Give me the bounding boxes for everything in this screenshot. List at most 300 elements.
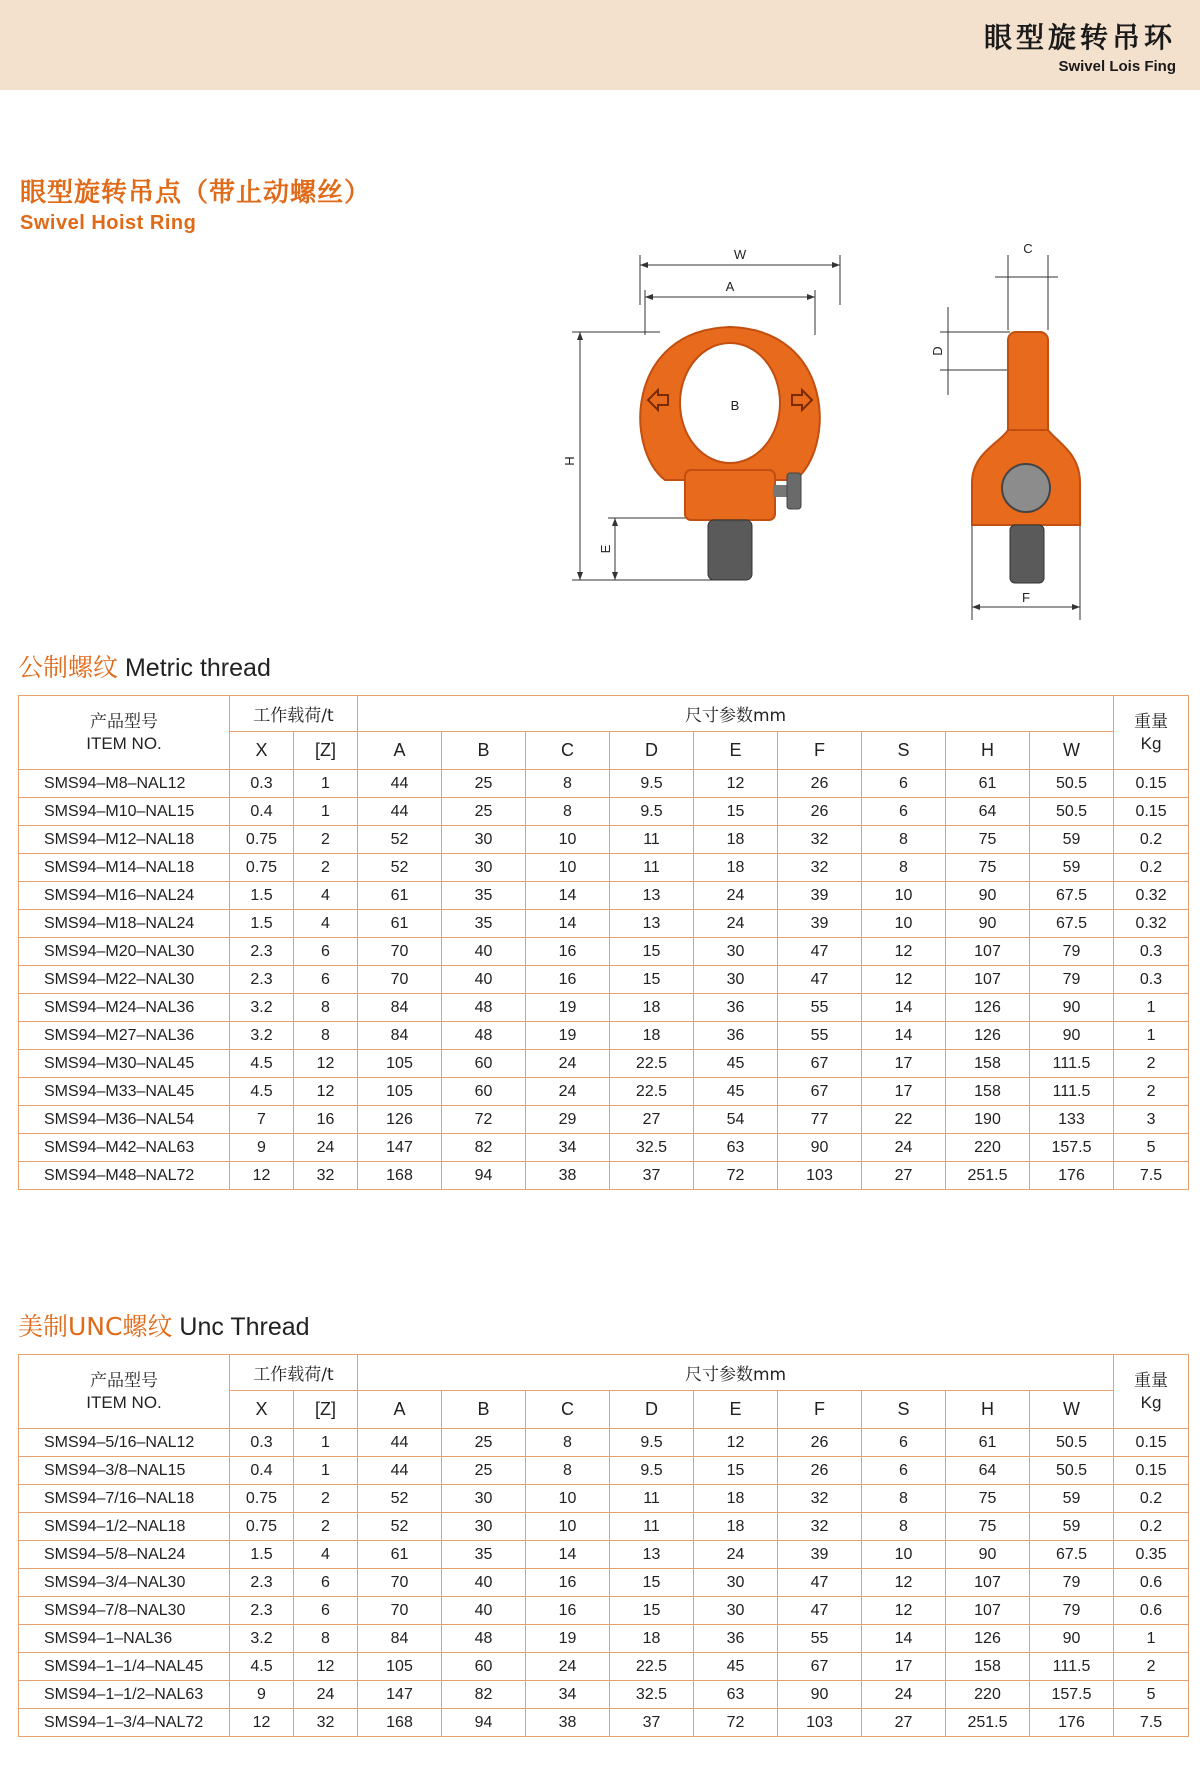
- value-cell: 50.5: [1030, 770, 1114, 798]
- value-cell: 4: [294, 1541, 358, 1569]
- value-cell: 0.32: [1114, 910, 1189, 938]
- value-cell: 60: [442, 1078, 526, 1106]
- value-cell: 14: [526, 882, 610, 910]
- item-no-cell: SMS94–M30–NAL45: [19, 1050, 230, 1078]
- item-no-cell: SMS94–3/4–NAL30: [19, 1569, 230, 1597]
- value-cell: 251.5: [946, 1162, 1030, 1190]
- value-cell: 12: [294, 1653, 358, 1681]
- dims-header: 尺寸参数mm: [358, 1355, 1114, 1391]
- col-header: S: [862, 1391, 946, 1429]
- value-cell: 1: [1114, 1022, 1189, 1050]
- value-cell: 2: [1114, 1653, 1189, 1681]
- table-row: [19, 1134, 1189, 1162]
- dim-label-d: D: [930, 346, 945, 356]
- table-row: [19, 1709, 1189, 1737]
- value-cell: 12: [230, 1709, 294, 1737]
- catalog-title-en: Swivel Lois Fing: [1058, 58, 1176, 75]
- value-cell: 30: [442, 1485, 526, 1513]
- value-cell: 37: [610, 1709, 694, 1737]
- item-no-cell: SMS94–5/8–NAL24: [19, 1541, 230, 1569]
- value-cell: 75: [946, 854, 1030, 882]
- table-row: [19, 1106, 1189, 1134]
- value-cell: 0.75: [230, 854, 294, 882]
- col-header: H: [946, 732, 1030, 770]
- value-cell: 1: [1114, 994, 1189, 1022]
- value-cell: 40: [442, 966, 526, 994]
- value-cell: 9.5: [610, 798, 694, 826]
- value-cell: 12: [862, 1569, 946, 1597]
- value-cell: 29: [526, 1106, 610, 1134]
- col-header: S: [862, 732, 946, 770]
- value-cell: 8: [526, 798, 610, 826]
- value-cell: 9: [230, 1681, 294, 1709]
- value-cell: 26: [778, 1457, 862, 1485]
- value-cell: 59: [1030, 1485, 1114, 1513]
- value-cell: 61: [358, 1541, 442, 1569]
- value-cell: 34: [526, 1681, 610, 1709]
- value-cell: 22.5: [610, 1078, 694, 1106]
- product-title-cn: 眼型旋转吊点（带止动螺丝）: [20, 178, 372, 208]
- value-cell: 10: [862, 1541, 946, 1569]
- value-cell: 12: [862, 966, 946, 994]
- value-cell: 24: [294, 1681, 358, 1709]
- value-cell: 61: [946, 770, 1030, 798]
- table-row: [19, 770, 1189, 798]
- value-cell: 82: [442, 1681, 526, 1709]
- value-cell: 13: [610, 1541, 694, 1569]
- col-header: X: [230, 732, 294, 770]
- value-cell: 14: [862, 994, 946, 1022]
- value-cell: 17: [862, 1078, 946, 1106]
- value-cell: 32: [778, 854, 862, 882]
- value-cell: 48: [442, 1625, 526, 1653]
- value-cell: 15: [610, 1569, 694, 1597]
- value-cell: 35: [442, 882, 526, 910]
- value-cell: 52: [358, 826, 442, 854]
- value-cell: 14: [526, 910, 610, 938]
- value-cell: 8: [294, 994, 358, 1022]
- value-cell: 32.5: [610, 1134, 694, 1162]
- value-cell: 90: [1030, 994, 1114, 1022]
- value-cell: 67.5: [1030, 882, 1114, 910]
- value-cell: 5: [1114, 1134, 1189, 1162]
- value-cell: 158: [946, 1078, 1030, 1106]
- table-row: [19, 1513, 1189, 1541]
- value-cell: 6: [862, 1457, 946, 1485]
- col-header: E: [694, 1391, 778, 1429]
- value-cell: 220: [946, 1134, 1030, 1162]
- table-row: [19, 1078, 1189, 1106]
- value-cell: 8: [294, 1625, 358, 1653]
- value-cell: 48: [442, 1022, 526, 1050]
- value-cell: 0.3: [230, 770, 294, 798]
- value-cell: 60: [442, 1050, 526, 1078]
- value-cell: 4: [294, 910, 358, 938]
- weight-header: 重量 Kg: [1114, 696, 1189, 770]
- table-row: [19, 994, 1189, 1022]
- value-cell: 19: [526, 994, 610, 1022]
- value-cell: 84: [358, 994, 442, 1022]
- table-row: [19, 882, 1189, 910]
- value-cell: 90: [1030, 1625, 1114, 1653]
- value-cell: 11: [610, 1513, 694, 1541]
- dims-header: 尺寸参数mm: [358, 696, 1114, 732]
- value-cell: 1: [294, 1457, 358, 1485]
- value-cell: 13: [610, 882, 694, 910]
- value-cell: 0.2: [1114, 1513, 1189, 1541]
- value-cell: 157.5: [1030, 1134, 1114, 1162]
- value-cell: 10: [526, 1485, 610, 1513]
- value-cell: 168: [358, 1709, 442, 1737]
- value-cell: 16: [526, 966, 610, 994]
- value-cell: 12: [294, 1050, 358, 1078]
- value-cell: 70: [358, 1569, 442, 1597]
- value-cell: 0.15: [1114, 1429, 1189, 1457]
- value-cell: 0.4: [230, 798, 294, 826]
- value-cell: 12: [862, 1597, 946, 1625]
- value-cell: 24: [862, 1681, 946, 1709]
- value-cell: 39: [778, 910, 862, 938]
- col-header: A: [358, 732, 442, 770]
- value-cell: 19: [526, 1022, 610, 1050]
- value-cell: 24: [526, 1653, 610, 1681]
- value-cell: 67: [778, 1050, 862, 1078]
- value-cell: 15: [694, 1457, 778, 1485]
- table-row: [19, 1653, 1189, 1681]
- value-cell: 6: [294, 1597, 358, 1625]
- value-cell: 25: [442, 798, 526, 826]
- value-cell: 60: [442, 1653, 526, 1681]
- value-cell: 8: [526, 1429, 610, 1457]
- table-row: [19, 1485, 1189, 1513]
- value-cell: 12: [694, 1429, 778, 1457]
- value-cell: 107: [946, 938, 1030, 966]
- value-cell: 9.5: [610, 1429, 694, 1457]
- value-cell: 10: [526, 826, 610, 854]
- value-cell: 37: [610, 1162, 694, 1190]
- value-cell: 10: [862, 882, 946, 910]
- load-header: 工作载荷/t: [230, 696, 358, 732]
- value-cell: 63: [694, 1134, 778, 1162]
- item-no-cell: SMS94–M48–NAL72: [19, 1162, 230, 1190]
- value-cell: 0.75: [230, 1485, 294, 1513]
- value-cell: 90: [946, 1541, 1030, 1569]
- value-cell: 30: [442, 826, 526, 854]
- table-row: [19, 1429, 1189, 1457]
- value-cell: 7.5: [1114, 1709, 1189, 1737]
- value-cell: 32: [778, 1485, 862, 1513]
- value-cell: 10: [526, 854, 610, 882]
- value-cell: 0.15: [1114, 1457, 1189, 1485]
- value-cell: 44: [358, 1457, 442, 1485]
- value-cell: 44: [358, 798, 442, 826]
- value-cell: 90: [946, 882, 1030, 910]
- value-cell: 111.5: [1030, 1078, 1114, 1106]
- value-cell: 25: [442, 770, 526, 798]
- metric-title-cn: 公制螺纹: [18, 653, 119, 682]
- value-cell: 82: [442, 1134, 526, 1162]
- value-cell: 1: [1114, 1625, 1189, 1653]
- item-no-cell: SMS94–M8–NAL12: [19, 770, 230, 798]
- value-cell: 0.2: [1114, 1485, 1189, 1513]
- value-cell: 12: [230, 1162, 294, 1190]
- value-cell: 11: [610, 854, 694, 882]
- value-cell: 72: [694, 1709, 778, 1737]
- value-cell: 30: [694, 938, 778, 966]
- value-cell: 15: [610, 1597, 694, 1625]
- value-cell: 107: [946, 1569, 1030, 1597]
- value-cell: 12: [862, 938, 946, 966]
- item-no-cell: SMS94–M12–NAL18: [19, 826, 230, 854]
- value-cell: 22.5: [610, 1653, 694, 1681]
- item-no-cell: SMS94–M14–NAL18: [19, 854, 230, 882]
- value-cell: 2: [1114, 1078, 1189, 1106]
- value-cell: 19: [526, 1625, 610, 1653]
- item-no-cell: SMS94–M18–NAL24: [19, 910, 230, 938]
- value-cell: 36: [694, 1625, 778, 1653]
- value-cell: 55: [778, 1022, 862, 1050]
- item-no-header: 产品型号 ITEM NO.: [19, 696, 230, 770]
- metric-title-en: Metric thread: [118, 654, 271, 682]
- value-cell: 103: [778, 1709, 862, 1737]
- value-cell: 126: [946, 994, 1030, 1022]
- item-no-cell: SMS94–1/2–NAL18: [19, 1513, 230, 1541]
- value-cell: 0.15: [1114, 770, 1189, 798]
- value-cell: 32: [294, 1162, 358, 1190]
- value-cell: 0.4: [230, 1457, 294, 1485]
- value-cell: 0.35: [1114, 1541, 1189, 1569]
- value-cell: 6: [294, 938, 358, 966]
- value-cell: 1: [294, 770, 358, 798]
- value-cell: 158: [946, 1653, 1030, 1681]
- table-row: [19, 1050, 1189, 1078]
- value-cell: 75: [946, 1513, 1030, 1541]
- value-cell: 3.2: [230, 1625, 294, 1653]
- value-cell: 59: [1030, 854, 1114, 882]
- item-no-cell: SMS94–M22–NAL30: [19, 966, 230, 994]
- weight-header: 重量 Kg: [1114, 1355, 1189, 1429]
- item-no-cell: SMS94–M27–NAL36: [19, 1022, 230, 1050]
- value-cell: 18: [694, 826, 778, 854]
- value-cell: 79: [1030, 966, 1114, 994]
- value-cell: 32: [294, 1709, 358, 1737]
- value-cell: 2: [294, 1485, 358, 1513]
- value-cell: 30: [694, 966, 778, 994]
- unc-table: [18, 1354, 1189, 1737]
- value-cell: 6: [294, 966, 358, 994]
- value-cell: 4.5: [230, 1078, 294, 1106]
- value-cell: 79: [1030, 1569, 1114, 1597]
- value-cell: 111.5: [1030, 1653, 1114, 1681]
- value-cell: 77: [778, 1106, 862, 1134]
- table-row: [19, 1681, 1189, 1709]
- value-cell: 2.3: [230, 938, 294, 966]
- table-row: [19, 1541, 1189, 1569]
- item-no-cell: SMS94–1–1/4–NAL45: [19, 1653, 230, 1681]
- value-cell: 39: [778, 1541, 862, 1569]
- value-cell: 158: [946, 1050, 1030, 1078]
- col-header: E: [694, 732, 778, 770]
- value-cell: 38: [526, 1709, 610, 1737]
- value-cell: 40: [442, 1597, 526, 1625]
- value-cell: 52: [358, 1485, 442, 1513]
- value-cell: 47: [778, 1597, 862, 1625]
- value-cell: 2.3: [230, 1569, 294, 1597]
- value-cell: 14: [862, 1625, 946, 1653]
- col-header: D: [610, 1391, 694, 1429]
- value-cell: 32.5: [610, 1681, 694, 1709]
- value-cell: 70: [358, 966, 442, 994]
- value-cell: 0.2: [1114, 826, 1189, 854]
- value-cell: 105: [358, 1050, 442, 1078]
- value-cell: 251.5: [946, 1709, 1030, 1737]
- col-header: C: [526, 1391, 610, 1429]
- value-cell: 0.32: [1114, 882, 1189, 910]
- value-cell: 90: [1030, 1022, 1114, 1050]
- unc-table-body: [19, 1429, 1189, 1737]
- value-cell: 18: [610, 1625, 694, 1653]
- item-no-cell: SMS94–M42–NAL63: [19, 1134, 230, 1162]
- value-cell: 38: [526, 1162, 610, 1190]
- value-cell: 24: [526, 1050, 610, 1078]
- value-cell: 24: [294, 1134, 358, 1162]
- value-cell: 1.5: [230, 1541, 294, 1569]
- value-cell: 24: [862, 1134, 946, 1162]
- value-cell: 2: [294, 826, 358, 854]
- value-cell: 25: [442, 1457, 526, 1485]
- value-cell: 105: [358, 1078, 442, 1106]
- item-no-cell: SMS94–3/8–NAL15: [19, 1457, 230, 1485]
- col-header: F: [778, 732, 862, 770]
- value-cell: 24: [694, 882, 778, 910]
- value-cell: 67: [778, 1078, 862, 1106]
- value-cell: 67: [778, 1653, 862, 1681]
- item-no-cell: SMS94–1–1/2–NAL63: [19, 1681, 230, 1709]
- value-cell: 7.5: [1114, 1162, 1189, 1190]
- value-cell: 90: [778, 1134, 862, 1162]
- value-cell: 14: [862, 1022, 946, 1050]
- value-cell: 27: [862, 1162, 946, 1190]
- col-header: W: [1030, 732, 1114, 770]
- value-cell: 47: [778, 1569, 862, 1597]
- value-cell: 50.5: [1030, 1429, 1114, 1457]
- value-cell: 9.5: [610, 1457, 694, 1485]
- value-cell: 22: [862, 1106, 946, 1134]
- value-cell: 45: [694, 1078, 778, 1106]
- value-cell: 2.3: [230, 1597, 294, 1625]
- value-cell: 6: [294, 1569, 358, 1597]
- value-cell: 4.5: [230, 1050, 294, 1078]
- value-cell: 24: [694, 1541, 778, 1569]
- value-cell: 90: [946, 910, 1030, 938]
- value-cell: 30: [442, 1513, 526, 1541]
- value-cell: 0.15: [1114, 798, 1189, 826]
- value-cell: 30: [442, 854, 526, 882]
- value-cell: 50.5: [1030, 1457, 1114, 1485]
- value-cell: 40: [442, 938, 526, 966]
- value-cell: 8: [862, 826, 946, 854]
- value-cell: 15: [610, 966, 694, 994]
- value-cell: 8: [862, 1513, 946, 1541]
- value-cell: 45: [694, 1050, 778, 1078]
- value-cell: 18: [694, 854, 778, 882]
- item-no-cell: SMS94–M16–NAL24: [19, 882, 230, 910]
- value-cell: 36: [694, 1022, 778, 1050]
- dim-label-b: B: [730, 398, 740, 413]
- value-cell: 103: [778, 1162, 862, 1190]
- table-row: [19, 854, 1189, 882]
- value-cell: 26: [778, 770, 862, 798]
- unc-title-en: Unc Thread: [172, 1313, 310, 1341]
- table-row: [19, 1022, 1189, 1050]
- value-cell: 50.5: [1030, 798, 1114, 826]
- value-cell: 6: [862, 770, 946, 798]
- value-cell: 126: [946, 1022, 1030, 1050]
- value-cell: 59: [1030, 826, 1114, 854]
- value-cell: 54: [694, 1106, 778, 1134]
- value-cell: 1.5: [230, 882, 294, 910]
- hoist-ring-diagram: [540, 235, 1100, 635]
- value-cell: 220: [946, 1681, 1030, 1709]
- value-cell: 26: [778, 798, 862, 826]
- value-cell: 15: [694, 798, 778, 826]
- dim-label-h: H: [562, 456, 577, 466]
- col-header: A: [358, 1391, 442, 1429]
- item-no-cell: SMS94–M36–NAL54: [19, 1106, 230, 1134]
- value-cell: 0.6: [1114, 1597, 1189, 1625]
- item-no-cell: SMS94–7/8–NAL30: [19, 1597, 230, 1625]
- table-row: [19, 798, 1189, 826]
- value-cell: 5: [1114, 1681, 1189, 1709]
- value-cell: 94: [442, 1709, 526, 1737]
- item-no-cell: SMS94–M33–NAL45: [19, 1078, 230, 1106]
- value-cell: 13: [610, 910, 694, 938]
- table-row: [19, 1457, 1189, 1485]
- unc-section-title: [18, 1307, 310, 1343]
- value-cell: 52: [358, 1513, 442, 1541]
- value-cell: 17: [862, 1050, 946, 1078]
- value-cell: 14: [526, 1541, 610, 1569]
- value-cell: 30: [694, 1597, 778, 1625]
- value-cell: 17: [862, 1653, 946, 1681]
- table-row: [19, 910, 1189, 938]
- value-cell: 157.5: [1030, 1681, 1114, 1709]
- value-cell: 8: [862, 854, 946, 882]
- value-cell: 47: [778, 966, 862, 994]
- metric-section-title: [18, 648, 271, 684]
- value-cell: 15: [610, 938, 694, 966]
- value-cell: 0.3: [1114, 938, 1189, 966]
- value-cell: 44: [358, 1429, 442, 1457]
- value-cell: 44: [358, 770, 442, 798]
- value-cell: 176: [1030, 1162, 1114, 1190]
- ring-front-view: [640, 327, 819, 580]
- value-cell: 47: [778, 938, 862, 966]
- value-cell: 61: [358, 882, 442, 910]
- value-cell: 84: [358, 1625, 442, 1653]
- value-cell: 0.75: [230, 1513, 294, 1541]
- value-cell: 16: [526, 1597, 610, 1625]
- table-row: [19, 966, 1189, 994]
- value-cell: 3.2: [230, 994, 294, 1022]
- catalog-title-cn: 眼型旋转吊环: [983, 21, 1176, 54]
- value-cell: 27: [610, 1106, 694, 1134]
- col-header: [Z]: [294, 732, 358, 770]
- value-cell: 176: [1030, 1709, 1114, 1737]
- item-no-cell: SMS94–7/16–NAL18: [19, 1485, 230, 1513]
- value-cell: 1: [294, 1429, 358, 1457]
- value-cell: 107: [946, 1597, 1030, 1625]
